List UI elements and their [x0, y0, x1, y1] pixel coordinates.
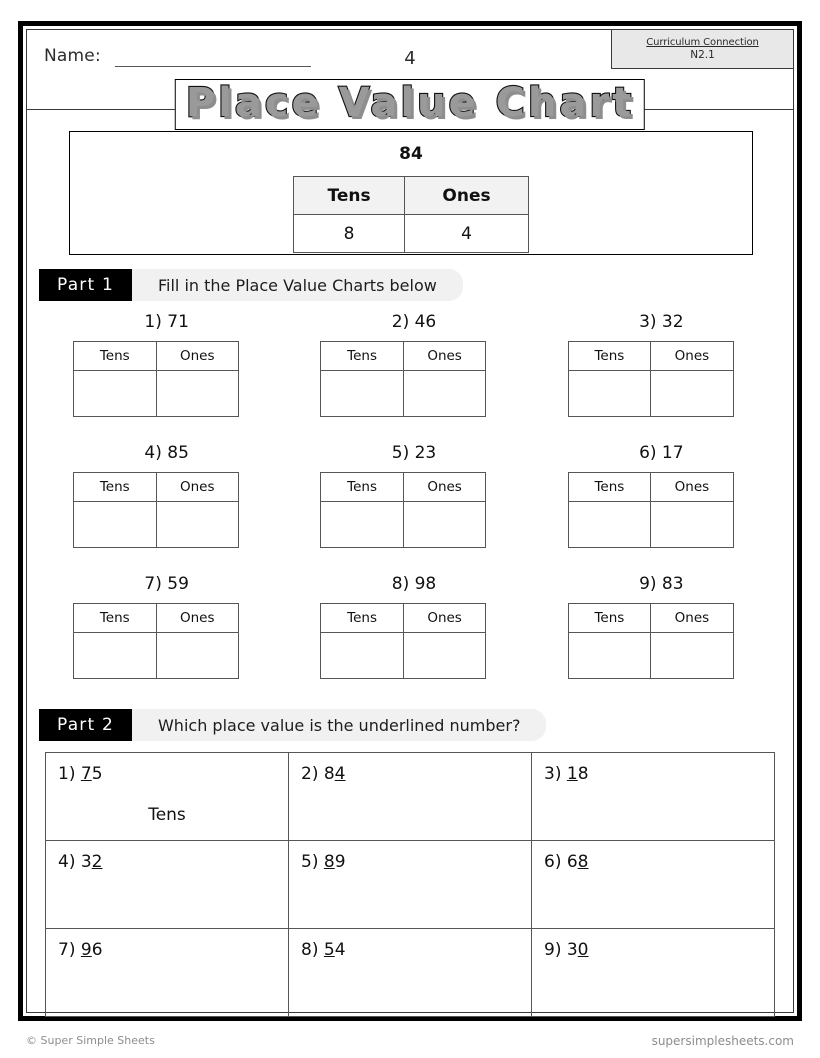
part-2-question-cell[interactable]: [46, 753, 289, 841]
part-2-question-cell[interactable]: [532, 929, 775, 1017]
chart-answer-tens[interactable]: [568, 633, 651, 679]
part-1-tag: Part 1: [39, 269, 132, 301]
part-1-chart-item: [534, 312, 781, 443]
chart-header-tens: Tens: [321, 604, 404, 633]
example-number: 84: [399, 144, 423, 164]
chart-header-ones: Ones: [651, 342, 734, 371]
part-2-question-grid: [45, 752, 775, 1017]
chart-answer-ones[interactable]: [403, 502, 486, 548]
chart-answer-tens[interactable]: [321, 371, 404, 417]
part-1-description: Fill in the Place Value Charts below: [132, 269, 463, 301]
part-2-question-cell[interactable]: [532, 841, 775, 929]
part-2-question-text: 2) 84: [301, 764, 346, 784]
worksheet-title-plate: [175, 79, 645, 130]
footer-website: supersimplesheets.com: [651, 1034, 794, 1048]
chart-answer-row: [321, 502, 486, 548]
chart-header-tens: Tens: [568, 604, 651, 633]
worksheet-page-inner: [26, 29, 794, 1013]
part-2-question-text: 6) 68: [544, 852, 589, 872]
part-2-question-cell[interactable]: [289, 929, 532, 1017]
chart-header-row: [321, 473, 486, 502]
footer-copyright: © Super Simple Sheets: [26, 1034, 155, 1047]
part-1-chart-grid: [39, 312, 781, 705]
part-2-question-cell[interactable]: [46, 841, 289, 929]
example-header-tens: Tens: [294, 177, 405, 215]
chart-answer-row: [74, 371, 239, 417]
part-1-chart-item: [534, 574, 781, 705]
chart-answer-row: [568, 502, 733, 548]
chart-header-row: [321, 604, 486, 633]
part-1-chart-item: [39, 312, 286, 443]
chart-answer-tens[interactable]: [568, 371, 651, 417]
chart-header-tens: Tens: [321, 473, 404, 502]
part-2-question-cell[interactable]: [532, 753, 775, 841]
chart-answer-ones[interactable]: [651, 502, 734, 548]
part-1-chart-item: [286, 312, 533, 443]
place-value-chart: [73, 603, 239, 679]
chart-answer-ones[interactable]: [403, 633, 486, 679]
name-label: Name:: [44, 46, 101, 66]
chart-header-ones: Ones: [651, 473, 734, 502]
page-number: 4: [404, 48, 416, 69]
chart-header-ones: Ones: [156, 473, 239, 502]
chart-answer-tens[interactable]: [321, 633, 404, 679]
chart-answer-tens[interactable]: [568, 502, 651, 548]
part-2-question-text: 5) 89: [301, 852, 346, 872]
chart-header-ones: Ones: [403, 473, 486, 502]
example-place-value-table: [293, 176, 529, 253]
chart-header-ones: Ones: [651, 604, 734, 633]
place-value-chart: [568, 341, 734, 417]
chart-header-row: [74, 342, 239, 371]
chart-answer-row: [74, 633, 239, 679]
chart-answer-tens[interactable]: [321, 502, 404, 548]
curriculum-title: Curriculum Connection: [646, 37, 759, 48]
part-1-question-label: 8) 98: [391, 574, 437, 594]
chart-header-tens: Tens: [568, 342, 651, 371]
place-value-chart: [568, 472, 734, 548]
chart-answer-row: [321, 371, 486, 417]
chart-answer-row: [568, 633, 733, 679]
part-1-question-label: 5) 23: [391, 443, 437, 463]
part-2-tag: Part 2: [39, 709, 132, 741]
chart-header-tens: Tens: [321, 342, 404, 371]
part-1-chart-row: [39, 312, 781, 443]
part-1-question-label: 1) 71: [144, 312, 189, 332]
curriculum-connection-badge: [611, 30, 793, 69]
part-1-chart-item: [39, 574, 286, 705]
worksheet-page: [18, 21, 802, 1021]
part-1-chart-row: [39, 574, 781, 705]
chart-header-tens: Tens: [568, 473, 651, 502]
part-1-question-label: 3) 32: [639, 312, 684, 332]
part-2-question-text: 9) 30: [544, 940, 589, 960]
part-1-banner: [39, 269, 463, 301]
place-value-chart: [320, 603, 486, 679]
curriculum-code: N2.1: [690, 49, 715, 61]
chart-header-ones: Ones: [403, 342, 486, 371]
place-value-chart: [568, 603, 734, 679]
chart-answer-tens[interactable]: [74, 502, 157, 548]
chart-header-row: [568, 604, 733, 633]
example-box: [69, 131, 753, 255]
part-2-question-text: 1) 75: [58, 764, 103, 784]
part-2-row: [46, 753, 775, 841]
example-value-tens: 8: [294, 215, 405, 253]
chart-answer-ones[interactable]: [156, 371, 239, 417]
chart-header-ones: Ones: [156, 604, 239, 633]
part-1-question-label: 4) 85: [144, 443, 189, 463]
chart-header-tens: Tens: [74, 604, 157, 633]
chart-answer-row: [321, 633, 486, 679]
chart-header-tens: Tens: [74, 342, 157, 371]
part-1-question-label: 6) 17: [639, 443, 684, 463]
chart-answer-tens[interactable]: [74, 371, 157, 417]
example-value-row: [294, 215, 529, 253]
part-1-question-label: 7) 59: [144, 574, 189, 594]
part-2-question-text: 8) 54: [301, 940, 346, 960]
chart-header-row: [568, 473, 733, 502]
chart-header-row: [74, 604, 239, 633]
part-1-question-label: 9) 83: [639, 574, 684, 594]
chart-header-ones: Ones: [156, 342, 239, 371]
chart-header-ones: Ones: [403, 604, 486, 633]
place-value-chart: [73, 341, 239, 417]
part-1-chart-item: [286, 443, 533, 574]
chart-answer-ones[interactable]: [403, 371, 486, 417]
part-2-question-text: 3) 18: [544, 764, 589, 784]
chart-answer-ones[interactable]: [651, 371, 734, 417]
chart-header-tens: Tens: [74, 473, 157, 502]
part-1-question-label: 2) 46: [391, 312, 437, 332]
chart-header-row: [568, 342, 733, 371]
example-header-ones: Ones: [405, 177, 529, 215]
place-value-chart: [320, 341, 486, 417]
part-2-question-text: 4) 32: [58, 852, 103, 872]
chart-answer-ones[interactable]: [156, 502, 239, 548]
part-2-question-cell[interactable]: [289, 753, 532, 841]
chart-header-row: [321, 342, 486, 371]
example-value-ones: 4: [405, 215, 529, 253]
chart-answer-ones[interactable]: [651, 633, 734, 679]
page-title: Place Value Chart: [185, 80, 635, 126]
place-value-chart: [320, 472, 486, 548]
part-1-chart-item: [534, 443, 781, 574]
place-value-chart: [73, 472, 239, 548]
part-2-banner: [39, 709, 546, 741]
chart-header-row: [74, 473, 239, 502]
part-1-chart-item: [286, 574, 533, 705]
part-2-question-cell[interactable]: [46, 929, 289, 1017]
chart-answer-ones[interactable]: [156, 633, 239, 679]
chart-answer-row: [74, 502, 239, 548]
part-2-description: Which place value is the underlined number?: [132, 709, 546, 741]
part-2-answer-text: Tens: [148, 805, 186, 825]
part-2-row: [46, 841, 775, 929]
part-1-chart-row: [39, 443, 781, 574]
part-1-chart-item: [39, 443, 286, 574]
chart-answer-tens[interactable]: [74, 633, 157, 679]
part-2-question-text: 7) 96: [58, 940, 103, 960]
part-2-question-cell[interactable]: [289, 841, 532, 929]
example-header-row: [294, 177, 529, 215]
part-2-row: [46, 929, 775, 1017]
chart-answer-row: [568, 371, 733, 417]
